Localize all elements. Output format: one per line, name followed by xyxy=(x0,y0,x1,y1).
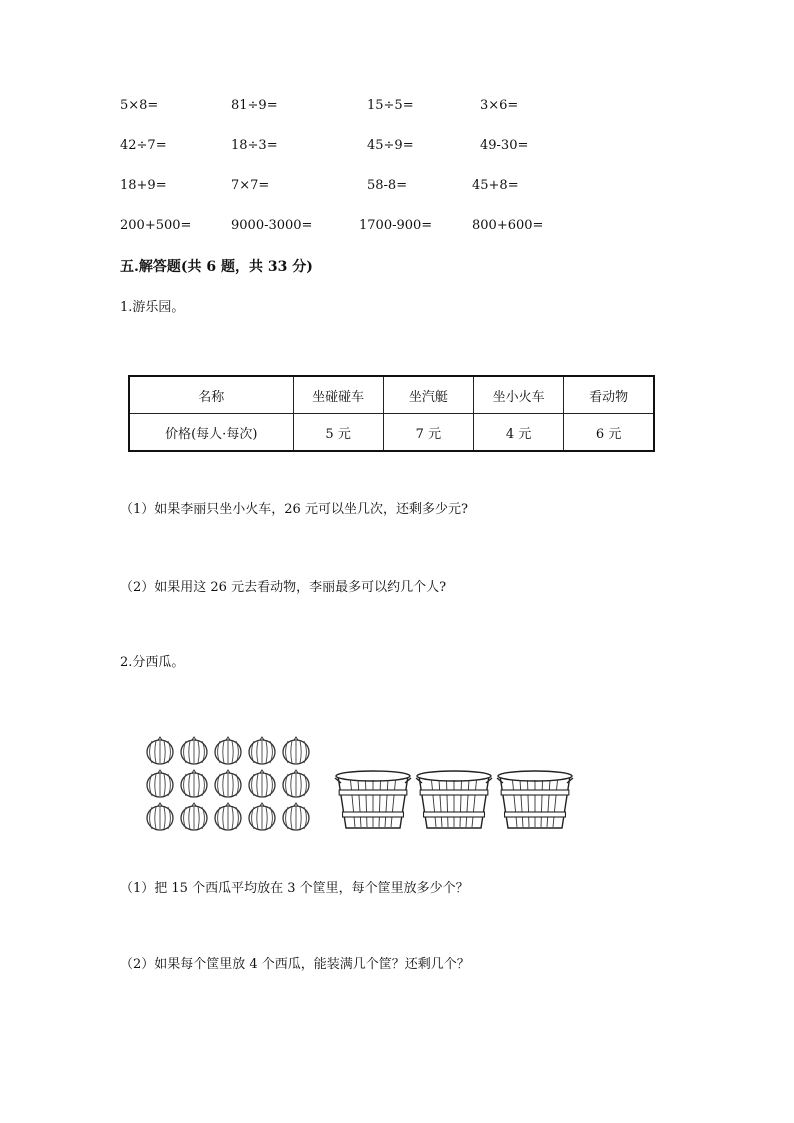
calc-item: 1700-900= xyxy=(359,218,433,233)
table-cell: 7 元 xyxy=(383,414,473,452)
table-cell: 坐汽艇 xyxy=(383,376,473,414)
calc-item: 18+9= xyxy=(120,178,167,193)
price-table-price-row xyxy=(129,414,654,452)
watermelon-icon xyxy=(249,803,275,830)
problem-2-question-1: （1）把 15 个西瓜平均放在 3 个筐里，每个筐里放多少个？ xyxy=(120,881,469,896)
calc-item: 45+8= xyxy=(472,178,519,193)
watermelon-icon xyxy=(215,737,241,764)
watermelon-icon xyxy=(147,770,173,797)
watermelon-icon xyxy=(215,770,241,797)
watermelon-icon xyxy=(181,737,207,764)
watermelon-icon xyxy=(283,737,309,764)
watermelon-icon xyxy=(283,770,309,797)
price-table-header-row xyxy=(129,376,654,414)
calc-item: 7×7= xyxy=(231,178,270,193)
watermelon-icon xyxy=(181,770,207,797)
calc-item: 81÷9= xyxy=(231,98,278,113)
calc-item: 800+600= xyxy=(472,218,544,233)
table-cell: 价格(每人·每次) xyxy=(129,414,293,452)
calc-item: 9000-3000= xyxy=(231,218,313,233)
section-heading: 五.解答题(共 6 题，共 33 分) xyxy=(120,259,313,275)
basket-icon xyxy=(497,771,573,828)
calc-item: 49-30= xyxy=(480,138,529,153)
watermelon-icon xyxy=(283,803,309,830)
calc-item: 58-8= xyxy=(367,178,408,193)
table-cell: 名称 xyxy=(129,376,293,414)
table-cell: 坐碰碰车 xyxy=(293,376,383,414)
watermelon-icon xyxy=(181,803,207,830)
watermelon-icon xyxy=(147,803,173,830)
calc-item: 3×6= xyxy=(480,98,519,113)
watermelon-icon xyxy=(215,803,241,830)
table-cell: 看动物 xyxy=(564,376,654,414)
calc-item: 5×8= xyxy=(120,98,159,113)
table-cell: 6 元 xyxy=(564,414,654,452)
watermelon-icon xyxy=(249,737,275,764)
price-table xyxy=(128,375,655,452)
table-cell: 4 元 xyxy=(474,414,564,452)
watermelon-icon xyxy=(249,770,275,797)
calc-item: 42÷7= xyxy=(120,138,167,153)
problem-2-title: 2.分西瓜。 xyxy=(120,655,185,670)
calc-item: 45÷9= xyxy=(367,138,414,153)
watermelon-grid xyxy=(145,736,317,836)
table-cell: 5 元 xyxy=(293,414,383,452)
basket-icon xyxy=(416,771,492,828)
problem-1-title: 1.游乐园。 xyxy=(120,300,185,315)
calc-item: 15÷5= xyxy=(367,98,414,113)
basket-group xyxy=(334,768,580,832)
calc-item: 18÷3= xyxy=(231,138,278,153)
calc-item: 200+500= xyxy=(120,218,192,233)
problem-2-question-2: （2）如果每个筐里放 4 个西瓜，能装满几个筐？还剩几个？ xyxy=(120,957,470,972)
problem-1-question-1: （1）如果李丽只坐小火车，26 元可以坐几次，还剩多少元? xyxy=(120,502,468,517)
problem-1-question-2: （2）如果用这 26 元去看动物，李丽最多可以约几个人? xyxy=(120,580,447,595)
watermelon-icon xyxy=(147,737,173,764)
table-cell: 坐小火车 xyxy=(474,376,564,414)
basket-icon xyxy=(335,771,411,828)
